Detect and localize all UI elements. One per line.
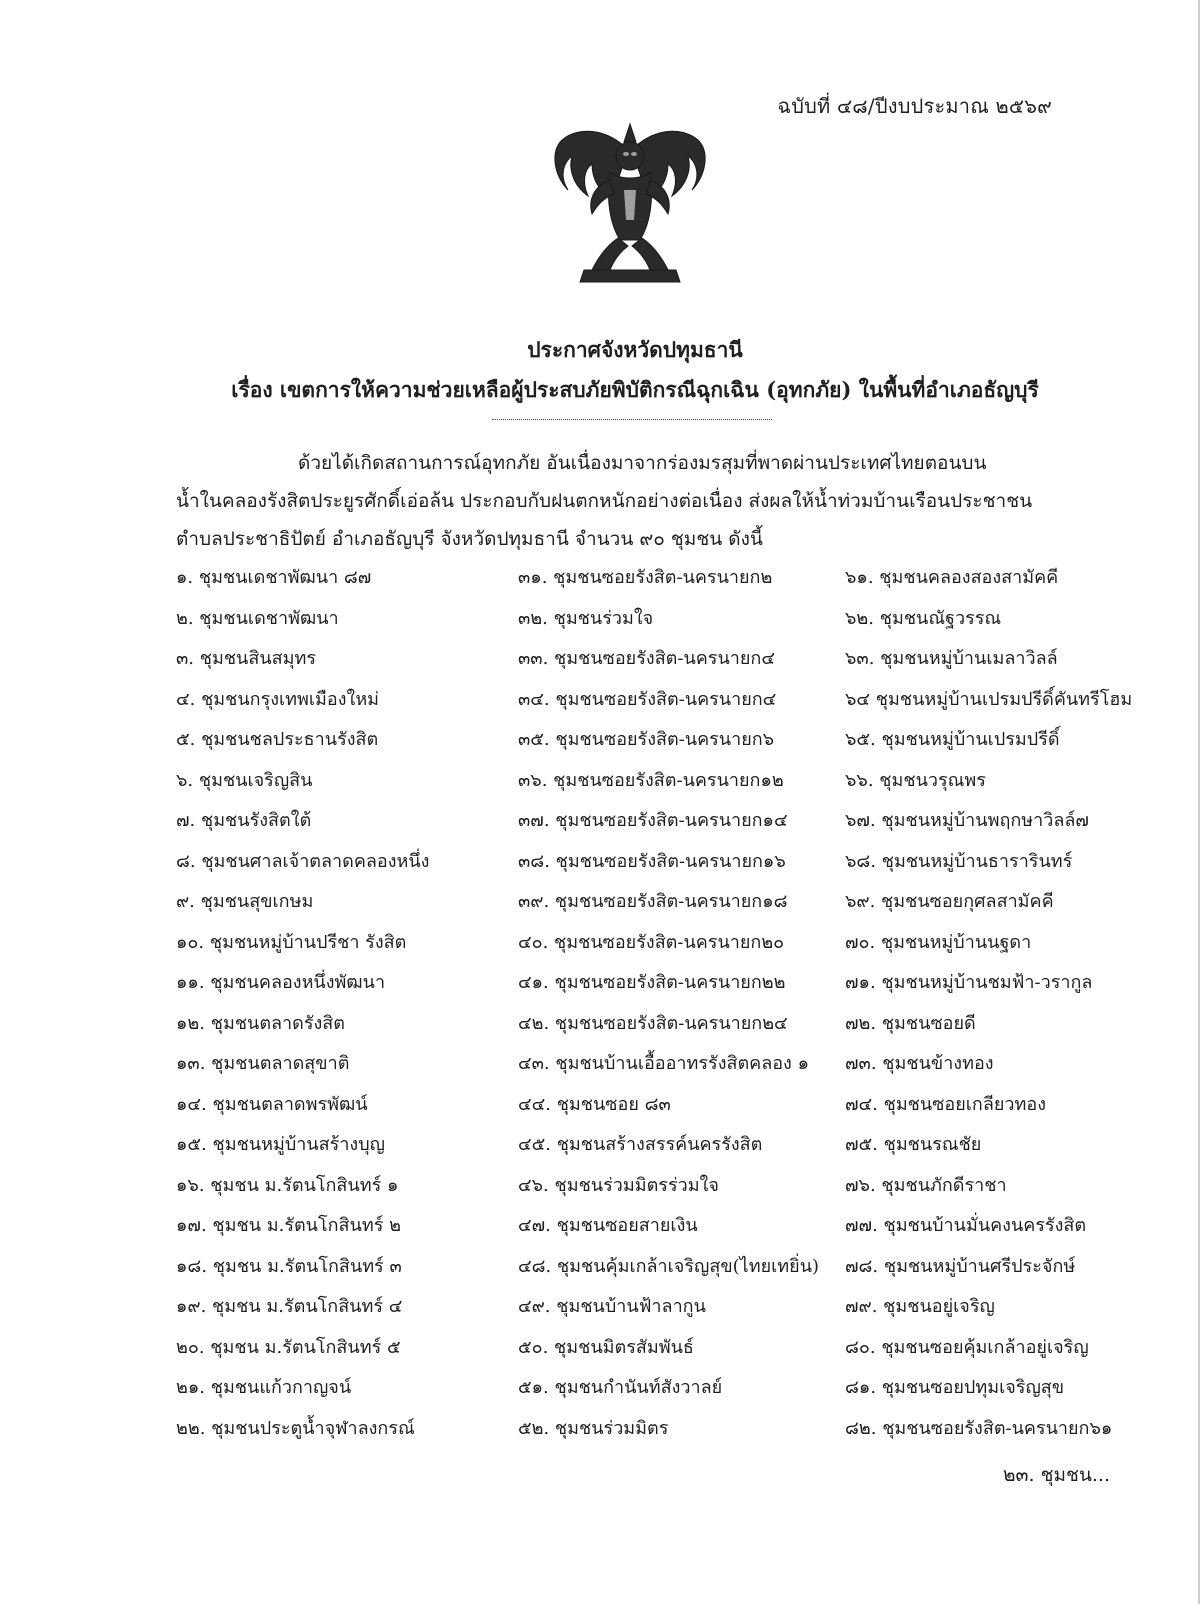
community-list-item: ๔๗. ชุมชนซอยสายเงิน	[518, 1215, 698, 1236]
community-list-item: ๑๓. ชุมชนตลาดสุขาติ	[176, 1053, 350, 1074]
community-list-item: ๗. ชุมชนรังสิตใต้	[176, 810, 312, 831]
community-list-item: ๗๘. ชุมชนหมู่บ้านศรีประจักษ์	[845, 1255, 1076, 1277]
community-list-item: ๘๑. ชุมชนซอยปทุมเจริญสุข	[845, 1377, 1065, 1398]
community-list-item: ๑๕. ชุมชนหมู่บ้านสร้างบุญ	[176, 1134, 385, 1155]
paragraph-line-2: น้ำในคลองรังสิตประยูรศักดิ์เอ่อล้น ประกอบกับฝนตกหนักอย่างต่อเนื่อง ส่งผลให้น้ำท่วมบ้านเรือนประชาชน	[176, 490, 1033, 512]
community-list-item: ๓๑. ชุมชนซอยรังสิต-นครนายก๒	[518, 567, 773, 588]
community-list-item: ๗๕. ชุมชนรณชัย	[845, 1134, 982, 1155]
community-list-item: ๘๐. ชุมชนซอยคุ้มเกล้าอยู่เจริญ	[845, 1336, 1089, 1358]
community-list-item: ๓๓. ชุมชนซอยรังสิต-นครนายก๔	[518, 648, 775, 669]
community-list-item: ๖๘. ชุมชนหมู่บ้านธารารินทร์	[845, 850, 1073, 872]
community-list-item: ๒๐. ชุมชน ม.รัตนโกสินทร์ ๕	[176, 1336, 401, 1358]
community-list-item: ๘. ชุมชนศาลเจ้าตลาดคลองหนึ่ง	[176, 850, 430, 872]
community-list-column-3	[845, 558, 1132, 1449]
community-list-item: ๔๔. ชุมชนซอย ๘๓	[518, 1093, 671, 1115]
community-list-item: ๓. ชุมชนสินสมุทร	[176, 648, 317, 669]
community-list-item: ๓๗. ชุมชนซอยรังสิต-นครนายก๑๔	[518, 810, 788, 831]
community-list-item: ๗๑. ชุมชนหมู่บ้านชมฟ้า-วรากูล	[845, 972, 1093, 993]
community-list-item: ๙. ชุมชนสุขเกษม	[176, 891, 314, 912]
community-list-item: ๔. ชุมชนกรุงเทพเมืองใหม่	[176, 688, 380, 710]
community-list-item: ๓๘. ชุมชนซอยรังสิต-นครนายก๑๖	[518, 850, 786, 872]
community-list-item: ๖. ชุมชนเจริญสิน	[176, 769, 313, 791]
community-list-item: ๖๖. ชุมชนวรุณพร	[845, 769, 986, 791]
community-list-item: ๓๙. ชุมชนซอยรังสิต-นครนายก๑๘	[518, 891, 788, 912]
community-list-item: ๖๕. ชุมชนหมู่บ้านเปรมปรีดิ์	[845, 729, 1060, 750]
community-list-item: ๖๔ ชุมชนหมู่บ้านเปรมปรีดิ์คันทรีโฮม	[845, 688, 1133, 710]
community-list-item: ๑๐. ชุมชนหมู่บ้านปรีชา รังสิต	[176, 931, 407, 953]
community-list-item: ๔๕. ชุมชนสร้างสรรค์นครรังสิต	[518, 1134, 763, 1155]
announcement-subject: เรื่อง เขตการให้ความช่วยเหลือผู้ประสบภัยพิบัติกรณีฉุกเฉิน (อุทกภัย) ในพื้นที่อำเภอธัญบุรี	[231, 377, 1039, 402]
community-list-item: ๗๒. ชุมชนซอยดี	[845, 1012, 976, 1034]
paragraph-line-3: ตำบลประชาธิปัตย์ อำเภอธัญบุรี จังหวัดปทุมธานี จำนวน ๙๐ ชุมชน ดังนี้	[176, 528, 763, 550]
community-list-item: ๑๘. ชุมชน ม.รัตนโกสินทร์ ๓	[176, 1255, 402, 1277]
community-list-item: ๖๓. ชุมชนหมู่บ้านเมลาวิลล์	[845, 648, 1058, 669]
community-list-item: ๒. ชุมชนเดชาพัฒนา	[176, 607, 339, 629]
community-list-item: ๑๑. ชุมชนคลองหนึ่งพัฒนา	[176, 972, 386, 993]
community-list-item: ๗๖. ชุมชนภักดีราชา	[845, 1174, 1007, 1196]
community-list-item: ๗๙. ชุมชนอยู่เจริญ	[845, 1296, 995, 1317]
community-list-item: ๑๗. ชุมชน ม.รัตนโกสินทร์ ๒	[176, 1215, 401, 1236]
community-list-item: ๕๑. ชุมชนกำนันท์สังวาลย์	[518, 1377, 723, 1398]
community-list-item: ๑๖. ชุมชน ม.รัตนโกสินทร์ ๑	[176, 1174, 399, 1196]
community-list-item: ๗๗. ชุมชนบ้านมั่นคงนครรังสิต	[845, 1215, 1087, 1236]
community-list-item: ๑๒. ชุมชนตลาดรังสิต	[176, 1012, 345, 1034]
community-list-item: ๔๖. ชุมชนร่วมมิตรร่วมใจ	[518, 1174, 719, 1196]
document-number: ฉบับที่ ๔๘/ปีงบประมาณ ๒๕๖๙	[777, 94, 1052, 118]
community-list-item: ๗๔. ชุมชนซอยเกลียวทอง	[845, 1093, 1046, 1115]
community-list-item: ๘๒. ชุมชนซอยรังสิต-นครนายก๖๑	[845, 1417, 1113, 1439]
community-list-column-2	[518, 558, 819, 1449]
community-list-item: ๗๐. ชุมชนหมู่บ้านนฐดา	[845, 931, 1032, 953]
community-list-item: ๖๗. ชุมชนหมู่บ้านพฤกษาวิลล์๗	[845, 810, 1089, 831]
community-list-item: ๔๓. ชุมชนบ้านเอื้ออาทรรังสิตคลอง ๑	[518, 1053, 809, 1074]
community-list-item: ๕. ชุมชนชลประธานรังสิต	[176, 729, 379, 750]
title-divider	[492, 419, 772, 420]
community-list-item: ๔๒. ชุมชนซอยรังสิต-นครนายก๒๔	[518, 1012, 788, 1034]
community-list-item: ๕๐. ชุมชนมิตรสัมพันธ์	[518, 1336, 694, 1358]
paragraph-line-1: ด้วยได้เกิดสถานการณ์อุทกภัย อันเนื่องมาจากร่องมรสุมที่พาดผ่านประเทศไทยตอนบน	[298, 452, 987, 474]
community-list-item: ๓๒. ชุมชนร่วมใจ	[518, 607, 654, 629]
community-list-item: ๑. ชุมชนเดชาพัฒนา ๘๗	[176, 567, 372, 588]
announcement-title: ประกาศจังหวัดปทุมธานี	[527, 337, 743, 362]
community-list-item: ๑๙. ชุมชน ม.รัตนโกสินทร์ ๔	[176, 1296, 403, 1317]
community-list-item: ๓๕. ชุมชนซอยรังสิต-นครนายก๖	[518, 729, 775, 750]
community-list-item: ๖๒. ชุมชนณัฐวรรณ	[845, 607, 1002, 629]
community-list-item: ๖๙. ชุมชนซอยกุศลสามัคคี	[845, 891, 1054, 912]
community-list-item: ๑๔. ชุมชนตลาดพรพัฒน์	[176, 1093, 368, 1115]
community-list-item: ๔๙. ชุมชนบ้านฟ้าลากูน	[518, 1296, 706, 1317]
community-list-item: ๗๓. ชุมชนข้างทอง	[845, 1053, 994, 1074]
community-list-item: ๒๑. ชุมชนแก้วกาญจน์	[176, 1377, 352, 1398]
community-list-item: ๕๒. ชุมชนร่วมมิตร	[518, 1417, 669, 1439]
continuation-note: ๒๓. ชุมชน...	[1002, 1464, 1110, 1486]
community-list-column-1	[176, 558, 429, 1449]
community-list-item: ๓๖. ชุมชนซอยรังสิต-นครนายก๑๒	[518, 769, 784, 791]
community-list-item: ๓๔. ชุมชนซอยรังสิต-นครนายก๔	[518, 688, 777, 710]
community-list-item: ๔๐. ชุมชนซอยรังสิต-นครนายก๒๐	[518, 931, 785, 953]
community-list-item: ๔๘. ชุมชนคุ้มเกล้าเจริญสุข(ไทยเทยิ่น)	[518, 1255, 820, 1277]
community-list-item: ๒๒. ชุมชนประตูน้ำจุฬาลงกรณ์	[176, 1417, 415, 1439]
community-list-item: ๔๑. ชุมชนซอยรังสิต-นครนายก๒๒	[518, 972, 786, 993]
garuda-emblem-icon	[540, 120, 720, 285]
community-list-item: ๖๑. ชุมชนคลองสองสามัคคี	[845, 567, 1059, 588]
